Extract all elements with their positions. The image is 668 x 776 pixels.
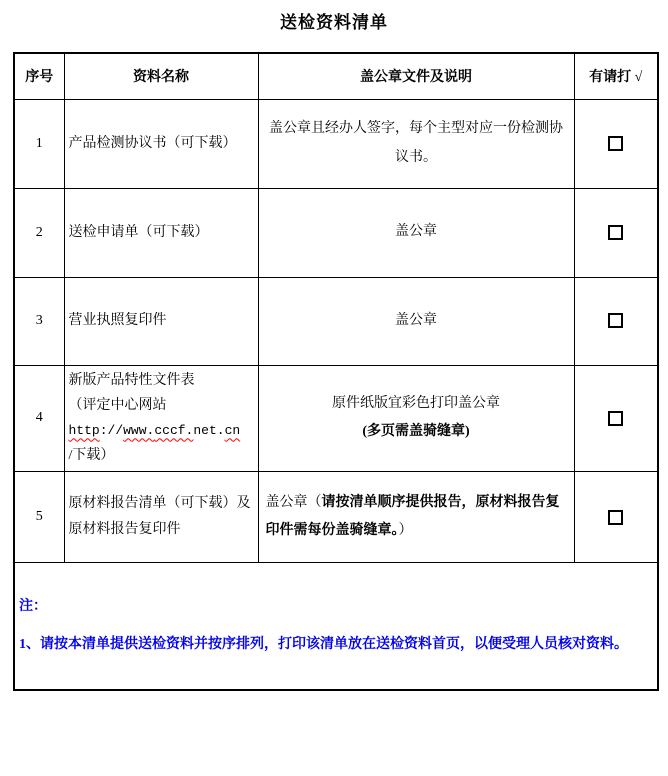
checkbox-cell: [574, 277, 658, 365]
checkbox-cell: [574, 99, 658, 188]
checkbox-icon[interactable]: [608, 411, 623, 426]
note-row: [14, 563, 658, 690]
checkbox-cell: [574, 472, 658, 563]
material-name: [64, 365, 258, 472]
note-label: 注：: [19, 598, 47, 614]
checkbox-icon[interactable]: [608, 313, 623, 328]
stamp-instructions: [258, 472, 574, 563]
header-no: 序号: [14, 53, 64, 99]
url-segment: www.: [123, 423, 155, 439]
material-name: 产品检测协议书（可下载）: [64, 99, 258, 188]
page-title: 送检资料清单: [280, 13, 388, 32]
table-row: [14, 277, 658, 365]
note-section: [14, 563, 658, 690]
stamp-instructions-line: 原件纸版宜彩色打印盖公章: [332, 395, 500, 411]
material-name-line: 新版产品特性文件表: [68, 372, 195, 388]
stamp-instructions: 盖公章: [258, 188, 574, 277]
stamp-instructions-suffix: ）: [398, 523, 413, 539]
checkbox-cell: [574, 365, 658, 472]
checkbox-icon[interactable]: [608, 225, 623, 240]
material-name-line: （评定中心网站: [68, 398, 167, 414]
table-row: [14, 365, 658, 472]
row-number: 3: [14, 277, 64, 365]
row-number: 4: [14, 365, 64, 472]
material-name: 送检申请单（可下载）: [64, 188, 258, 277]
note-item: 1、请按本清单提供送检资料并按序排列，打印该清单放在送检资料首页，以便受理人员核对资料。: [19, 636, 628, 652]
table-header-row: [14, 53, 658, 99]
stamp-instructions-prefix: 盖公章（: [265, 494, 322, 510]
website-url: [69, 419, 254, 443]
stamp-instructions: 盖公章: [258, 277, 574, 365]
checkbox-cell: [574, 188, 658, 277]
url-segment: cn: [224, 423, 241, 439]
material-name: 原材料报告清单（可下载）及原材料报告复印件: [64, 472, 258, 563]
url-segment: ://: [99, 423, 124, 439]
stamp-instructions-line: (多页需盖骑缝章): [362, 424, 470, 440]
checkbox-icon[interactable]: [608, 510, 623, 525]
material-name: 营业执照复印件: [64, 277, 258, 365]
table-row: [14, 472, 658, 563]
header-name: 资料名称: [64, 53, 258, 99]
url-segment: http: [68, 423, 100, 439]
table-row: [14, 99, 658, 188]
header-check: 有请打 √: [574, 53, 658, 99]
table-row: [14, 188, 658, 277]
stamp-instructions-bold: 请按清单顺序提供报告，原材料报告复印件需每份盖骑缝章。: [265, 494, 560, 539]
materials-table: [13, 52, 659, 691]
header-desc: 盖公章文件及说明: [258, 53, 574, 99]
row-number: 5: [14, 472, 64, 563]
row-number: 1: [14, 99, 64, 188]
row-number: 2: [14, 188, 64, 277]
stamp-instructions: 盖公章且经办人签字，每个主型对应一份检测协议书。: [258, 99, 574, 188]
material-name-line: /下载）: [68, 448, 115, 464]
stamp-instructions: [258, 365, 574, 472]
url-segment: net.: [193, 423, 225, 439]
checkbox-icon[interactable]: [608, 136, 623, 151]
url-segment: cccf.: [154, 423, 194, 439]
